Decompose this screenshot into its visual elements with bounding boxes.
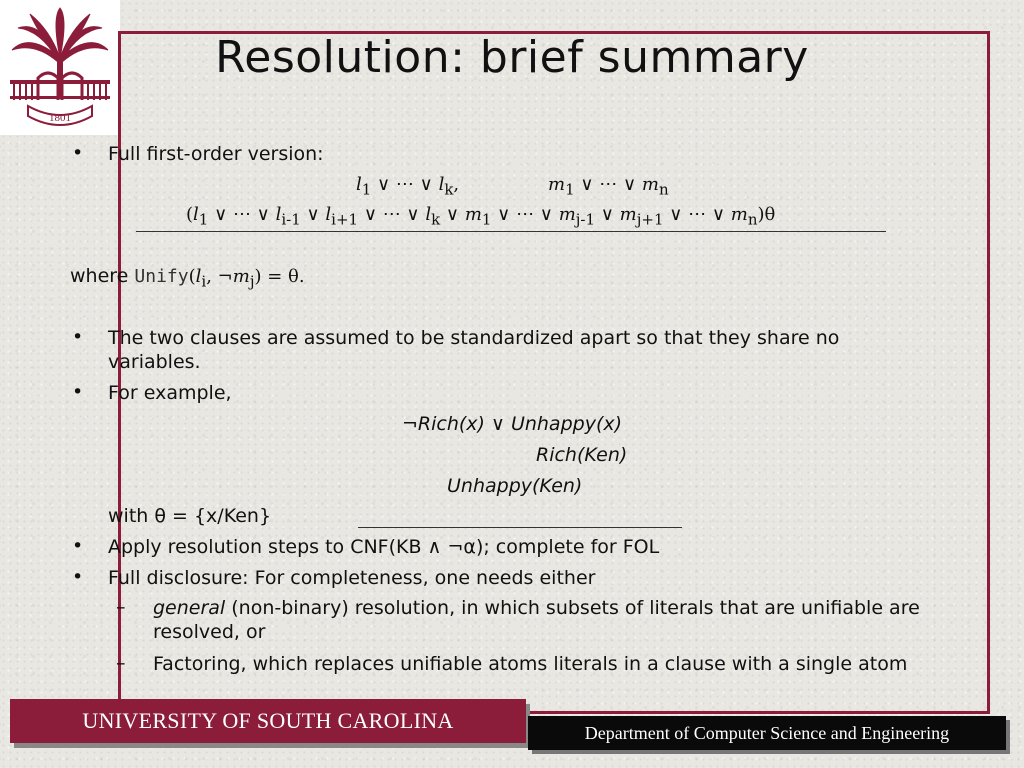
general-description: (non-binary) resolution, in which subsets of literals that are unifiable are <box>225 597 920 619</box>
example-conclusion: Unhappy(Ken) <box>447 475 583 497</box>
bullet-standardized-line1: The two clauses are assumed to be standardized apart so that they share no <box>108 327 840 349</box>
bullet-apply-resolution: Apply resolution steps to CNF(KB ∧ ¬α); complete for FOL <box>108 536 660 558</box>
where-label: where <box>70 265 135 287</box>
footer-university-banner <box>10 699 526 743</box>
example-premise-1: ¬Rich(x) ∨ Unhappy(x) <box>402 413 623 435</box>
bullet-standardized-line2: variables. <box>108 351 201 373</box>
premise-m-clause: $m_1$ ∨ ⋯ ∨ $m_n$ <box>548 174 669 199</box>
bullet-marker: • <box>72 566 84 588</box>
sub-bullet-dash: – <box>116 596 126 618</box>
sub-bullet-dash: – <box>116 652 126 674</box>
bullet-full-disclosure: Full disclosure: For completeness, one needs either <box>108 567 596 589</box>
page-title: Resolution: brief summary <box>215 32 809 83</box>
footer-university-name: UNIVERSITY OF SOUTH CAROLINA <box>82 708 454 733</box>
bullet-full-first-order: Full first-order version: <box>108 143 324 165</box>
premise-l-clause: $l_1$ ∨ ⋯ ∨ $l_k$, <box>356 174 460 199</box>
sub-bullet-factoring: Factoring, which replaces unifiable atoms literals in a clause with a single atom <box>153 653 908 675</box>
unify-function: Unify <box>134 266 189 287</box>
unify-condition: where $Unify(l_i$, $\neg m_j) = \theta$. <box>70 265 305 291</box>
resolvent-clause: ($l_1$ ∨ ⋯ ∨ $l_{i-1}$ ∨ $l_{i+1}$ ∨ ⋯ ∨ $l_k$ ∨ $m_1$ ∨ ⋯ ∨ $m_{j-1}$ ∨ $m_{j+1}$ ∨ ⋯ ∨ $m_n)\theta$ <box>186 204 776 229</box>
bullet-marker: • <box>72 381 84 403</box>
logo-year: 1801 <box>49 112 71 124</box>
bullet-for-example: For example, <box>108 382 232 404</box>
example-substitution: with θ = {x/Ken} <box>108 505 272 527</box>
example-divider <box>358 527 682 528</box>
general-emphasis: general <box>153 597 226 619</box>
bullet-marker: • <box>72 326 84 348</box>
example-premise-2: Rich(Ken) <box>536 444 628 466</box>
bullet-marker: • <box>72 535 84 557</box>
sub-bullet-general-line1 <box>153 596 920 620</box>
footer-department-name: Department of Computer Science and Engineering <box>584 723 950 743</box>
bullet-marker: • <box>72 142 84 164</box>
footer-department-banner <box>528 716 1006 750</box>
sub-bullet-general-line2: resolved, or <box>153 621 266 643</box>
rule-divider <box>136 231 886 232</box>
